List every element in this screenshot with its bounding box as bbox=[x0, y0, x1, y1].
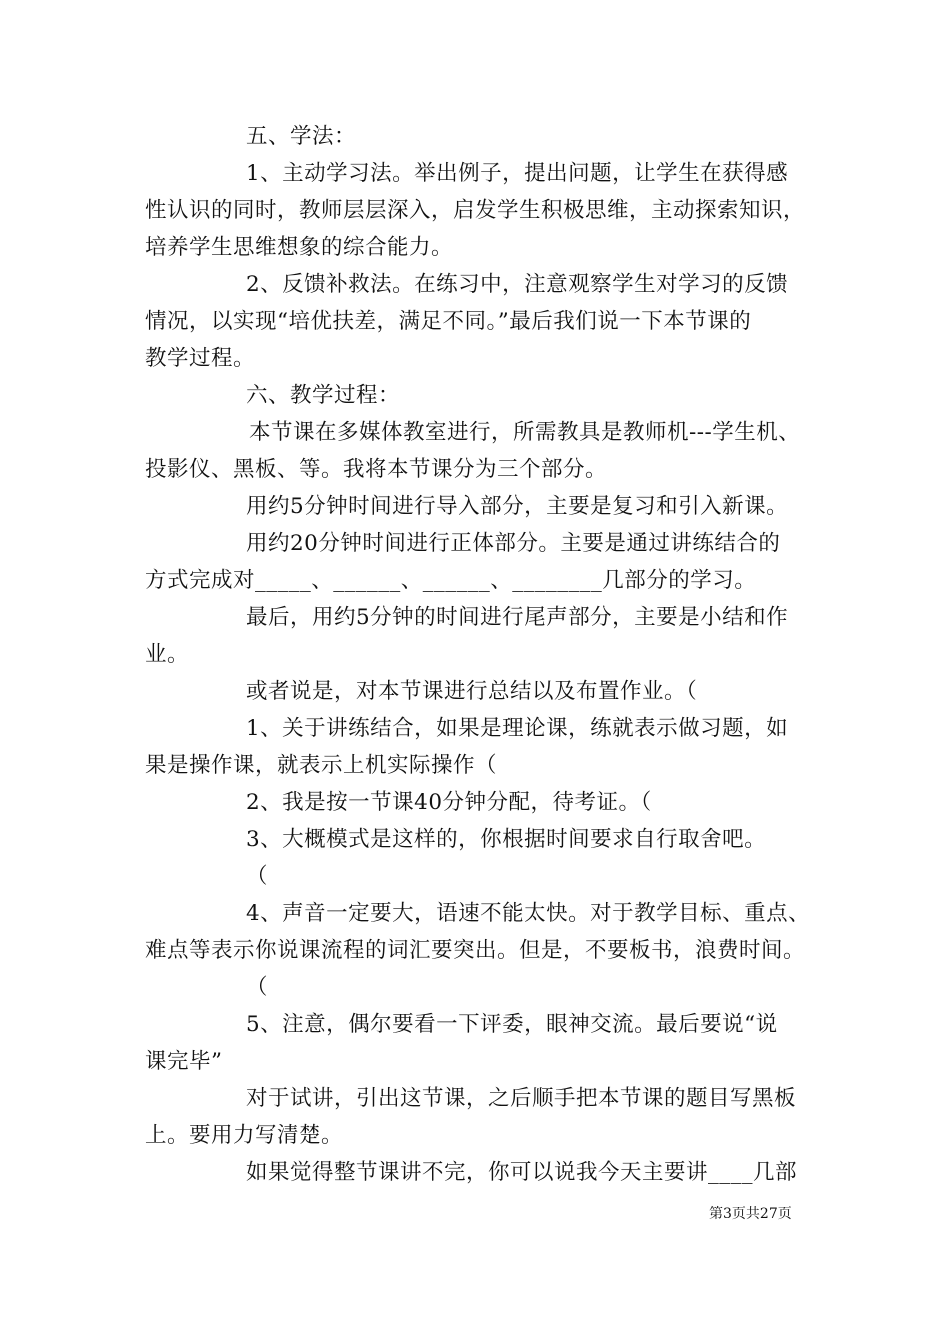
paragraph-line: 对于试讲，引出这节课，之后顺手把本节课的题目写黑板 bbox=[246, 1086, 797, 1111]
section-heading-study-method: 五、学法： bbox=[246, 124, 357, 149]
paragraph-line: 情况，以实现“培优扶差，满足不同。”最后我们说一下本节课的 bbox=[145, 309, 752, 334]
paragraph-line: 培养学生思维想象的综合能力。 bbox=[145, 235, 454, 260]
paragraph-line: 投影仪、黑板、等。我将本节课分为三个部分。 bbox=[145, 457, 608, 482]
paragraph-line: 3、大概模式是这样的，你根据时间要求自行取舍吧。 bbox=[246, 827, 767, 852]
paragraph-line: 课完毕” bbox=[145, 1049, 223, 1074]
paragraph-line: 上。要用力写清楚。 bbox=[145, 1123, 344, 1148]
paragraph-line: 最后，用约5分钟的时间进行尾声部分，主要是小结和作 bbox=[246, 605, 789, 630]
paragraph-line: 用约5分钟时间进行导入部分，主要是复习和引入新课。 bbox=[246, 494, 789, 519]
paragraph-line: （ bbox=[246, 864, 269, 889]
paragraph-line: 本节课在多媒体教室进行，所需教具是教师机---学生机、 bbox=[249, 420, 801, 445]
paragraph-line: 用约20分钟时间进行正体部分。主要是通过讲练结合的 bbox=[246, 531, 781, 556]
paragraph-line: 教学过程。 bbox=[145, 346, 256, 371]
paragraph-line: 方式完成对_____、______、______、________几部分的学习。 bbox=[145, 568, 757, 593]
page-number: 第3页共27页 bbox=[709, 1206, 792, 1222]
paragraph-line: 2、我是按一节课40分钟分配，待考证。（ bbox=[246, 790, 652, 815]
paragraph-line: （ bbox=[246, 975, 269, 1000]
paragraph-line: 难点等表示你说课流程的词汇要突出。但是，不要板书，浪费时间。 bbox=[145, 938, 806, 963]
paragraph-line: 1、主动学习法。举出例子，提出问题，让学生在获得感 bbox=[246, 161, 789, 186]
paragraph-line: 或者说是，对本节课进行总结以及布置作业。（ bbox=[246, 679, 698, 704]
paragraph-line: 性认识的同时，教师层层深入，启发学生积极思维，主动探索知识， bbox=[145, 198, 806, 223]
section-heading-teaching-process: 六、教学过程： bbox=[246, 383, 401, 408]
paragraph-line: 1、关于讲练结合，如果是理论课，练就表示做习题，如 bbox=[246, 716, 789, 741]
paragraph-line: 业。 bbox=[145, 642, 190, 667]
paragraph-line: 5、注意，偶尔要看一下评委，眼神交流。最后要说“说 bbox=[246, 1012, 778, 1037]
paragraph-line: 4、声音一定要大，语速不能太快。对于教学目标、重点、 bbox=[246, 901, 811, 926]
paragraph-line: 2、反馈补救法。在练习中，注意观察学生对学习的反馈 bbox=[246, 272, 789, 297]
paragraph-line: 果是操作课，就表示上机实际操作（ bbox=[145, 753, 498, 778]
paragraph-line: 如果觉得整节课讲不完，你可以说我今天主要讲____几部 bbox=[246, 1160, 798, 1185]
